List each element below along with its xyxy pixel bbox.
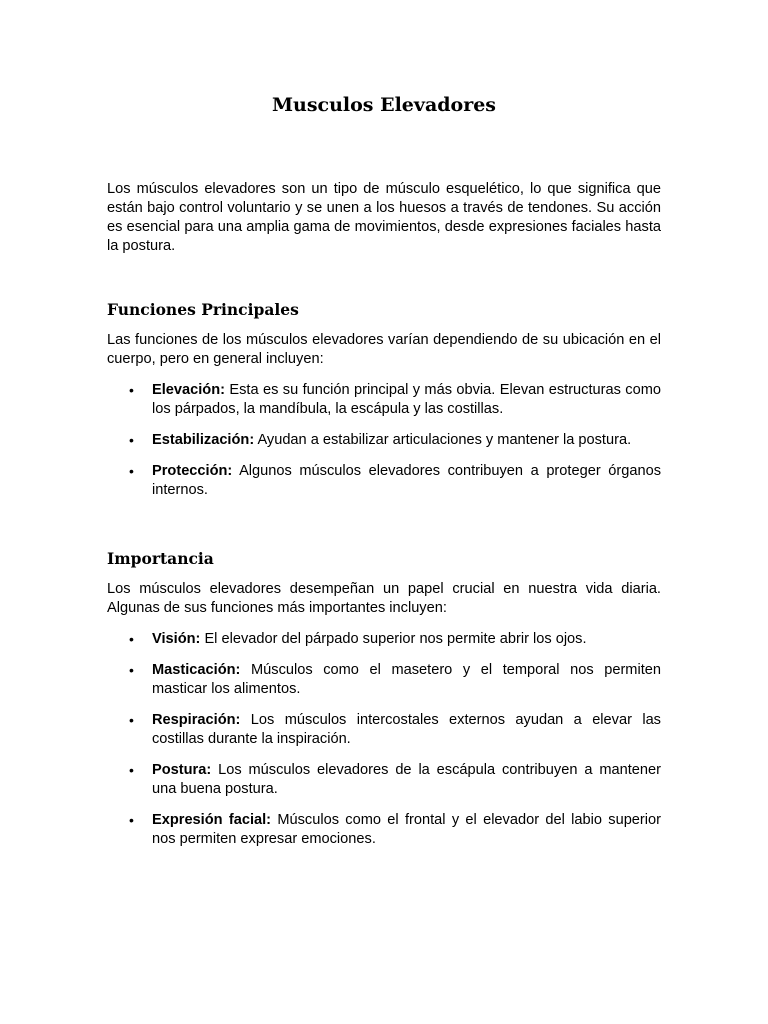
list-item [107, 661, 661, 699]
list-item-text: Los músculos intercostales externos ayudan a elevar las costillas durante la inspiración. [152, 712, 661, 747]
list-item [107, 630, 661, 649]
bullet-icon: • [129, 712, 134, 728]
list-item [107, 381, 661, 419]
bullet-icon: • [129, 762, 134, 778]
bullet-icon: • [129, 812, 134, 828]
list-item-text: Esta es su función principal y más obvia. Elevan estructuras como los párpados, la mandíbula, la escápula y las costillas. [152, 382, 661, 417]
document-title: Musculos Elevadores [271, 94, 497, 116]
bullet-icon: • [129, 432, 134, 448]
section-intro-paragraph: Los músculos elevadores desempeñan un papel crucial en nuestra vida diaria. Algunas de sus funciones más importantes incluyen: [107, 581, 661, 616]
list-item [107, 711, 661, 749]
list-item [107, 462, 661, 500]
bullet-icon: • [129, 662, 134, 678]
intro-paragraph: Los músculos elevadores son un tipo de músculo esquelético, lo que significa que están bajo control voluntario y se unen a los huesos a través de tendones. Su acción es esencial para una amplia gama de movimientos, desde expresiones faciales hasta la postura. [107, 181, 661, 254]
list-item-term: Expresión facial: [152, 812, 272, 828]
list-item-text: Músculos como el frontal y el elevador del labio superior nos permiten expresar emociones. [152, 812, 662, 847]
bullet-icon: • [129, 382, 134, 398]
list-item [107, 811, 661, 849]
bullet-icon: • [129, 463, 134, 479]
list-item-text: Músculos como el masetero y el temporal nos permiten masticar los alimentos. [152, 662, 661, 697]
bullet-list [107, 381, 661, 500]
list-item [107, 431, 661, 450]
list-item-text: El elevador del párpado superior nos permite abrir los ojos. [204, 631, 587, 647]
section-importancia [107, 548, 661, 861]
section-funciones-principales [107, 299, 661, 512]
section-heading: Importancia [107, 549, 214, 568]
list-item-term: Postura: [152, 762, 212, 778]
list-item-text: Algunos músculos elevadores contribuyen a proteger órganos internos. [152, 463, 661, 498]
bullet-list [107, 630, 661, 849]
section-heading: Funciones Principales [107, 300, 299, 319]
list-item-term: Estabilización: [152, 432, 255, 448]
list-item [107, 761, 661, 799]
list-item-text: Los músculos elevadores de la escápula contribuyen a mantener una buena postura. [152, 762, 661, 797]
list-item-term: Protección: [152, 463, 233, 479]
bullet-icon: • [129, 631, 134, 647]
list-item-term: Elevación: [152, 382, 225, 398]
list-item-term: Masticación: [152, 662, 241, 678]
list-item-term: Respiración: [152, 712, 241, 728]
list-item-text: Ayudan a estabilizar articulaciones y mantener la postura. [257, 432, 632, 448]
list-item-term: Visión: [152, 631, 201, 647]
section-intro-paragraph: Las funciones de los músculos elevadores varían dependiendo de su ubicación en el cuerpo, pero en general incluyen: [107, 332, 661, 367]
